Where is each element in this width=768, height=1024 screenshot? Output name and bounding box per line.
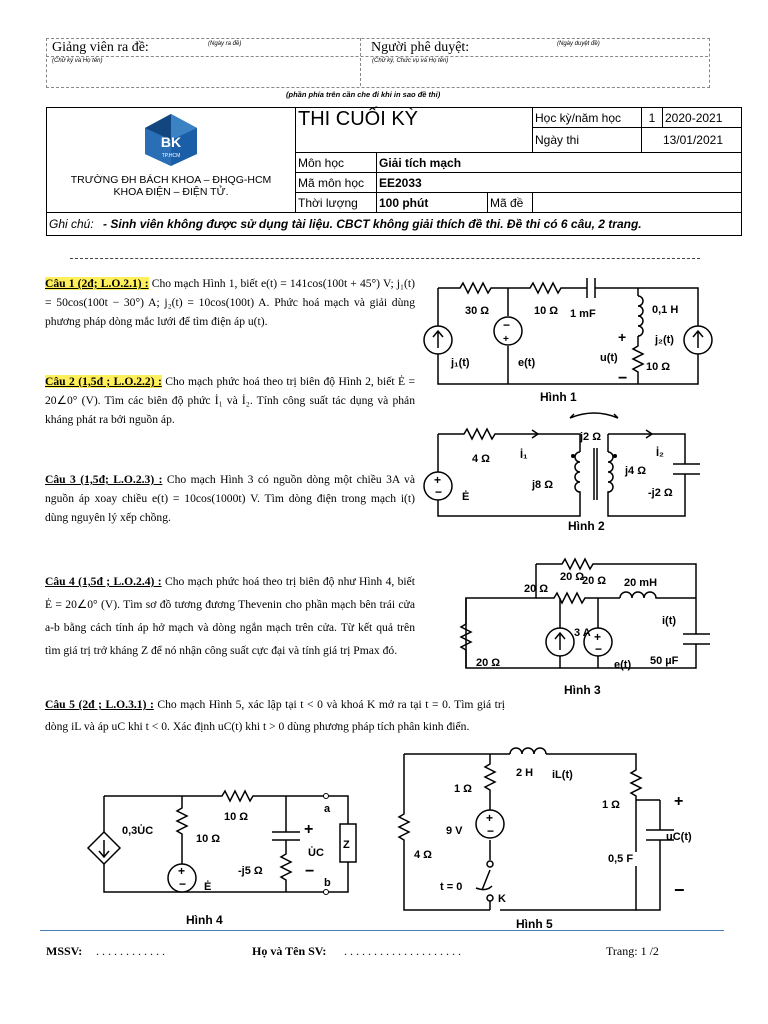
question-2-title: Câu 2 (1,5đ ; L.O.2.2) : bbox=[45, 375, 162, 388]
svg-text:+: + bbox=[594, 630, 602, 644]
svg-text:+: + bbox=[618, 329, 627, 345]
svg-text:+: + bbox=[304, 821, 314, 838]
fig3-r1-label: 20 Ω bbox=[524, 583, 549, 595]
fig4-e-label: Ė bbox=[204, 881, 212, 893]
header-separator bbox=[70, 258, 700, 259]
fig2-i2-label: İ₂ bbox=[656, 447, 664, 459]
subject-label: Môn học bbox=[296, 153, 377, 173]
lecturer-label: Giảng viên ra đề: bbox=[52, 40, 149, 55]
fig5-r1-label: 1 Ω bbox=[454, 783, 472, 795]
note-text: - Sinh viên không được sử dụng tài liệu. CBCT không giải thích đề thi. Đề thi có 6 câu, 2 trang. bbox=[103, 217, 642, 231]
fig5-c-label: 0,5 F bbox=[608, 853, 634, 865]
school-line2: KHOA ĐIỆN – ĐIỆN TỬ. bbox=[113, 186, 229, 198]
svg-text:−: − bbox=[595, 642, 603, 656]
svg-text:−: − bbox=[618, 370, 628, 387]
logo-text: BK bbox=[160, 134, 182, 150]
fig2-c-label: -j2 Ω bbox=[648, 487, 673, 499]
page-number: Trang: 1 /2 bbox=[606, 944, 659, 958]
svg-text:−: − bbox=[487, 824, 495, 838]
approver-sign-hint: (Chữ ký, Chức vụ và Họ tên) bbox=[372, 58, 449, 64]
question-4-title: Câu 4 (1,5đ ; L.O.2.4) : bbox=[45, 575, 162, 588]
svg-text:+: + bbox=[434, 473, 442, 487]
figure-3-circuit bbox=[450, 548, 720, 698]
approver-label: Người phê duyệt: bbox=[371, 40, 470, 55]
cover-note: (phần phía trên cần che đi khi in sao đề thi) bbox=[286, 90, 441, 99]
fig4-r2-label: 10 Ω bbox=[196, 833, 221, 845]
fig5-t-label: t = 0 bbox=[440, 881, 463, 893]
school-logo bbox=[141, 114, 201, 166]
fig1-r1-label: 30 Ω bbox=[465, 305, 490, 317]
fig5-r2-label: 1 Ω bbox=[602, 799, 620, 811]
fig4-b-label: b bbox=[324, 877, 331, 889]
school-line1: TRƯỜNG ĐH BÁCH KHOA – ĐHQG-HCM bbox=[70, 174, 272, 186]
svg-text:+: + bbox=[503, 334, 509, 345]
subject-value: Giải tích mạch bbox=[377, 153, 742, 173]
figure-1-circuit bbox=[420, 266, 720, 406]
fig2-e-label: Ė bbox=[462, 491, 470, 503]
svg-text:−: − bbox=[674, 880, 685, 900]
semester-value: 1 bbox=[642, 108, 663, 128]
code-value: EE2033 bbox=[377, 173, 742, 193]
question-2 bbox=[45, 372, 415, 429]
svg-text:−: − bbox=[503, 318, 511, 332]
year-value: 2020-2021 bbox=[663, 108, 742, 128]
svg-text:−: − bbox=[179, 877, 187, 891]
fig3-i-label: i(t) bbox=[662, 615, 677, 627]
question-4-text: Cho mạch phức hoá theo trị biên độ như Hình 4, biết Ė = 20∠0° (V). Tìm sơ đồ tương đương Thevenin cho phần mạch bên trái cửa a-b bằng cách tính áp hở mạch và dòng ngắn mạch trên cửa. Từ kết quả trên tìm giá trị trở kháng Z để nó nhận công suất cực đại và tính giá trị Pmax đó. bbox=[45, 575, 415, 657]
mssv-dots: . . . . . . . . . . . . bbox=[96, 944, 165, 958]
fig3-caption: Hình 3 bbox=[564, 683, 601, 697]
question-2-text: Cho mạch phức hoá theo trị biên độ Hình 2, biết Ė = 20∠0° (V). Tìm các biên độ phức İ₁ và İ₂. Tính công suất tác dụng và phản kháng phát ra bởi nguồn áp. bbox=[45, 375, 415, 426]
svg-text:+: + bbox=[486, 811, 494, 825]
exam-header-table bbox=[46, 107, 742, 236]
fig1-u-label: u(t) bbox=[600, 352, 618, 364]
fig4-a-label: a bbox=[324, 803, 331, 815]
question-5-text: Cho mạch Hình 5, xác lập tại t < 0 và khoá K mở ra tại t = 0. Tìm giá trị dòng iL và áp uC khi t < 0. Xác định uC(t) khi t > 0 dùng phương pháp tích phân kinh điển. bbox=[45, 698, 505, 733]
fig3-e-label: e(t) bbox=[614, 659, 632, 671]
signature-divider bbox=[360, 38, 361, 86]
fig4-z-label: Z bbox=[343, 839, 350, 851]
fig3-l-label: 20 mH bbox=[624, 577, 658, 589]
exam-date: 13/01/2021 bbox=[642, 128, 742, 153]
question-3-text: Cho mạch Hình 3 có nguồn dòng một chiều 3A và nguồn áp xoay chiều e(t) = 10cos(1000t) V. Tìm dòng điện trong mạch i(t) dùng nguyên lý xếp chồng. bbox=[45, 473, 415, 524]
fig4-r1-label: 10 Ω bbox=[224, 811, 249, 823]
student-name-label: Họ và Tên SV: bbox=[252, 944, 327, 958]
duration-label: Thời lượng bbox=[296, 193, 377, 213]
fig2-caption: Hình 2 bbox=[568, 519, 605, 533]
exam-code-label: Mã đề bbox=[488, 193, 533, 213]
lecturer-sign-hint: (Chữ ký và Họ tên) bbox=[52, 58, 103, 64]
fig1-j1-label: j₁(t) bbox=[451, 357, 470, 369]
figure-5-circuit bbox=[390, 740, 710, 934]
svg-text:+: + bbox=[674, 793, 684, 810]
fig3-c-label: 50 µF bbox=[650, 655, 679, 667]
fig1-j2-label: j₂(t) bbox=[655, 334, 674, 346]
fig5-il-label: iL(t) bbox=[552, 769, 573, 781]
fig4-c-label: -j5 Ω bbox=[238, 865, 263, 877]
note-label: Ghi chú: bbox=[49, 217, 94, 231]
svg-text:−: − bbox=[305, 863, 315, 880]
fig1-e-label: e(t) bbox=[518, 357, 536, 369]
question-5-title: Câu 5 (2đ ; L.O.3.1) : bbox=[45, 698, 154, 711]
fig4-uc-label: U̇C bbox=[308, 847, 324, 859]
fig2-l1-label: j8 Ω bbox=[532, 479, 554, 491]
question-1 bbox=[45, 274, 415, 331]
fig3-rtop-label: 20 Ω bbox=[560, 571, 585, 583]
student-name-dots: . . . . . . . . . . . . . . . . . . . . bbox=[344, 944, 461, 958]
footer-line bbox=[40, 930, 724, 931]
question-4 bbox=[45, 570, 415, 662]
lecturer-date-hint: (Ngày ra đề) bbox=[208, 41, 242, 47]
signature-hline bbox=[46, 56, 708, 57]
fig3-j-label: 3 A bbox=[574, 627, 591, 639]
fig5-r3-label: 4 Ω bbox=[414, 849, 432, 861]
approver-date-hint: (Ngày duyệt đề) bbox=[557, 41, 600, 47]
fig1-l-label: 0,1 H bbox=[652, 304, 679, 316]
figure-4-circuit bbox=[86, 780, 376, 930]
bk-logo-icon bbox=[141, 114, 201, 166]
fig5-caption: Hình 5 bbox=[516, 917, 553, 931]
date-label: Ngày thi bbox=[533, 128, 642, 153]
fig4-dep-label: 0,3U̇C bbox=[122, 825, 154, 837]
mssv-label: MSSV: bbox=[46, 944, 83, 958]
svg-text:−: − bbox=[435, 485, 443, 499]
exam-title: THI CUỐI KỲ bbox=[296, 108, 533, 153]
question-3 bbox=[45, 470, 415, 527]
fig5-v-label: 9 V bbox=[446, 825, 463, 837]
fig5-k-label: K bbox=[498, 893, 506, 905]
fig3-r2-label: 20 Ω bbox=[582, 575, 607, 587]
fig1-caption: Hình 1 bbox=[540, 390, 577, 404]
figure-2-circuit bbox=[420, 408, 720, 538]
svg-text:+: + bbox=[178, 864, 186, 878]
fig2-l2-label: j4 Ω bbox=[625, 465, 647, 477]
school-cell bbox=[47, 108, 296, 213]
fig5-l-label: 2 H bbox=[516, 767, 534, 779]
duration-value: 100 phút bbox=[377, 193, 488, 213]
fig2-r-label: 4 Ω bbox=[472, 453, 490, 465]
fig5-uc-label: uC(t) bbox=[666, 831, 692, 843]
question-1-text: Cho mạch Hình 1, biết e(t) = 141cos(100t + 45°) V; j₁(t) = 50cos(100t − 30°) A; j₂(t) = 10cos(100t) A. Phức hoá mạch và giải dùng phương pháp dòng mắc lưới để tìm điện áp u(t). bbox=[45, 277, 415, 328]
fig4-caption: Hình 4 bbox=[186, 913, 223, 927]
fig2-m-label: j2 Ω bbox=[580, 431, 602, 443]
logo-sub: TP.HCM bbox=[161, 153, 181, 159]
code-label: Mã môn học bbox=[296, 173, 377, 193]
fig1-c-label: 1 mF bbox=[570, 308, 596, 320]
fig3-rl-label: 20 Ω bbox=[476, 657, 501, 669]
question-3-title: Câu 3 (1,5đ; L.O.2.3) : bbox=[45, 473, 163, 486]
exam-code-value bbox=[533, 193, 742, 213]
fig1-r3-label: 10 Ω bbox=[646, 361, 671, 373]
question-5 bbox=[45, 694, 505, 738]
note-row bbox=[47, 213, 742, 236]
fig2-i1-label: İ₁ bbox=[520, 449, 528, 461]
fig1-r2-label: 10 Ω bbox=[534, 305, 559, 317]
question-1-title: Câu 1 (2đ; L.O.2.1) : bbox=[45, 277, 149, 290]
semester-label: Học kỳ/năm học bbox=[533, 108, 642, 128]
